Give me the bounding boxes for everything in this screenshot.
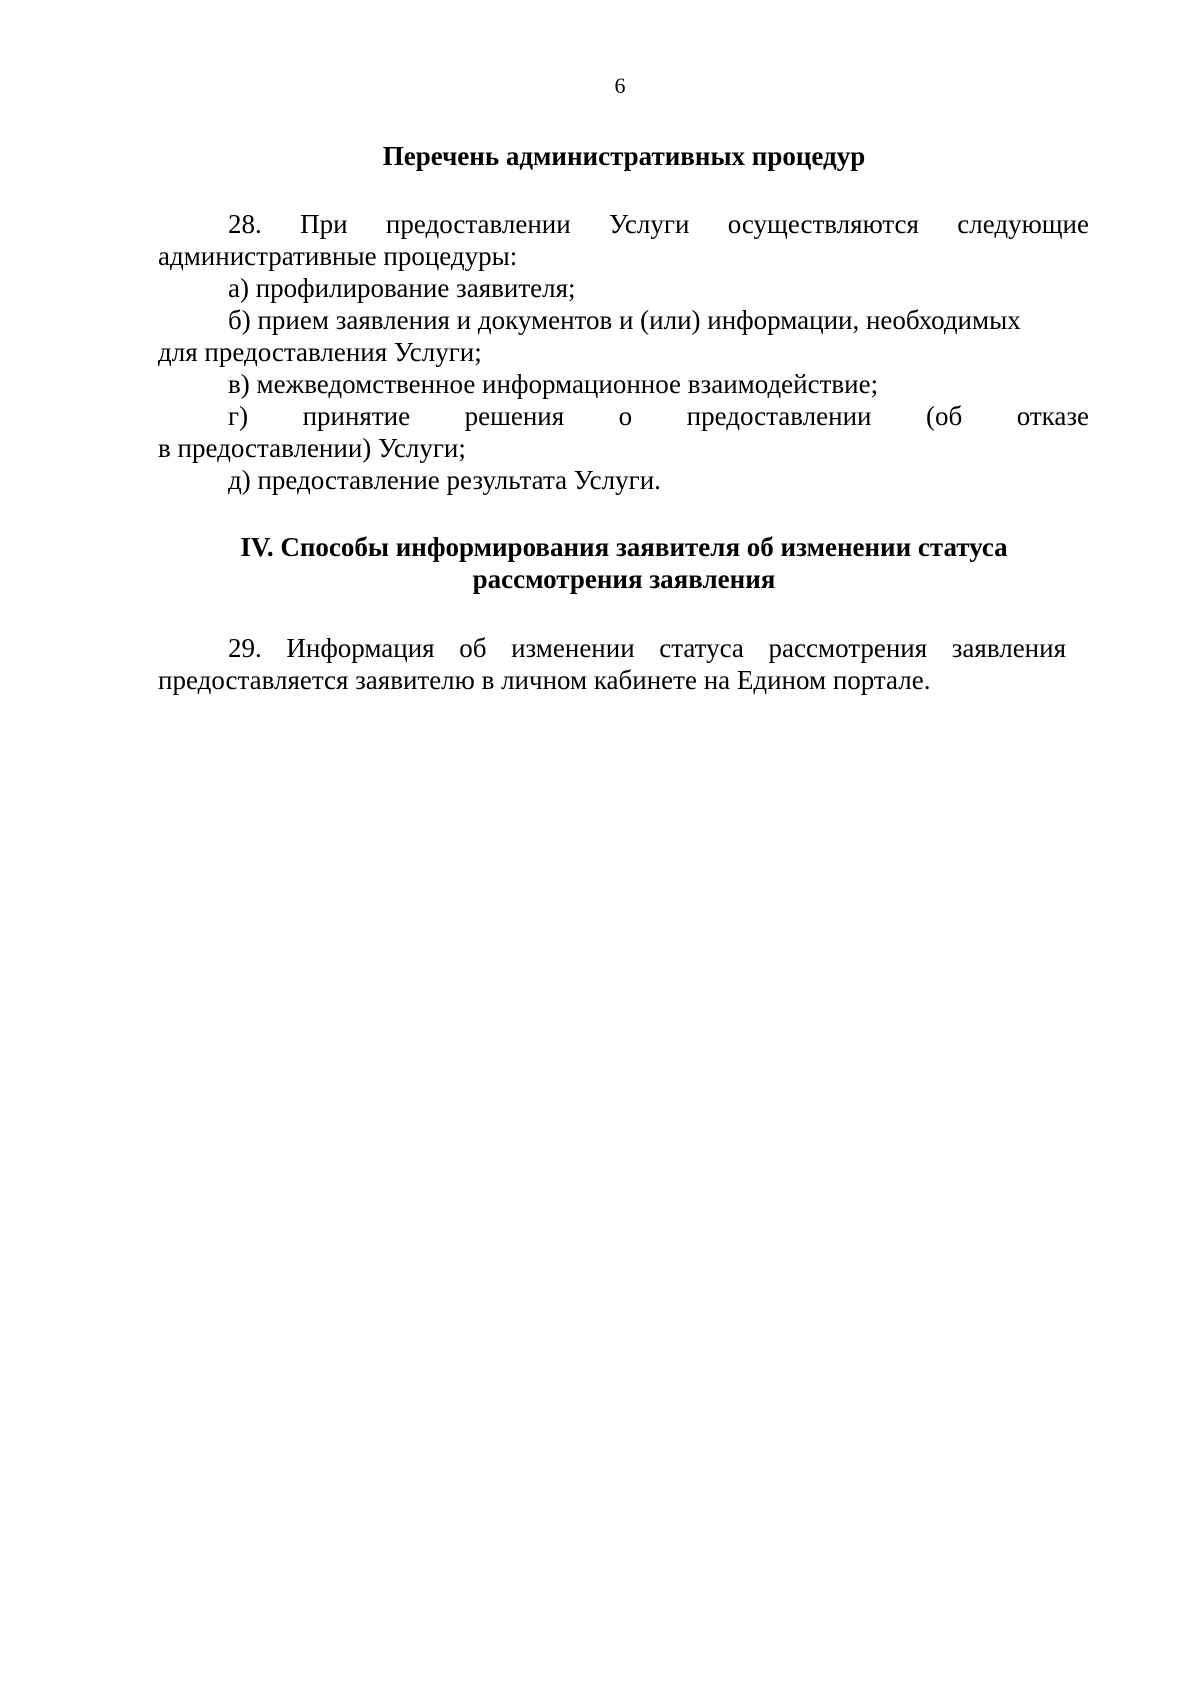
paragraph-29-line-1: 29. Информация об изменении статуса рассмотрения заявления xyxy=(228,633,1066,663)
list-item-g-line-2: в предоставлении) Услуги; xyxy=(158,433,466,463)
list-item-d: д) предоставление результата Услуги. xyxy=(228,465,661,495)
section-heading-iv xyxy=(158,531,1090,595)
section-heading-iv-line-2: рассмотрения заявления xyxy=(472,564,776,594)
section-heading-iv-line-1: IV. Способы информирования заявителя об изменении статуса xyxy=(240,532,1008,562)
list-item-v: в) межведомственное информационное взаимодействие; xyxy=(228,369,879,399)
list-item-b-line-1: б) прием заявления и документов и (или) информации, необходимых xyxy=(228,305,1021,335)
paragraph-28 xyxy=(158,208,1089,496)
list-item-g-line-1: г) принятие решения о предоставлении (об отказе xyxy=(228,401,1089,431)
paragraph-28-line-2: административные процедуры: xyxy=(158,241,518,271)
list-item-b-line-2: для предоставления Услуги; xyxy=(158,337,482,367)
paragraph-29-line-2: предоставляется заявителю в личном кабинете на Едином портале. xyxy=(158,665,931,695)
section-heading-procedures: Перечень административных процедур xyxy=(382,141,866,171)
paragraph-29 xyxy=(158,632,1066,696)
paragraph-28-line-1: 28. При предоставлении Услуги осуществляются следующие xyxy=(228,209,1089,239)
page-number: 6 xyxy=(614,73,626,98)
list-item-a: а) профилирование заявителя; xyxy=(228,273,576,303)
